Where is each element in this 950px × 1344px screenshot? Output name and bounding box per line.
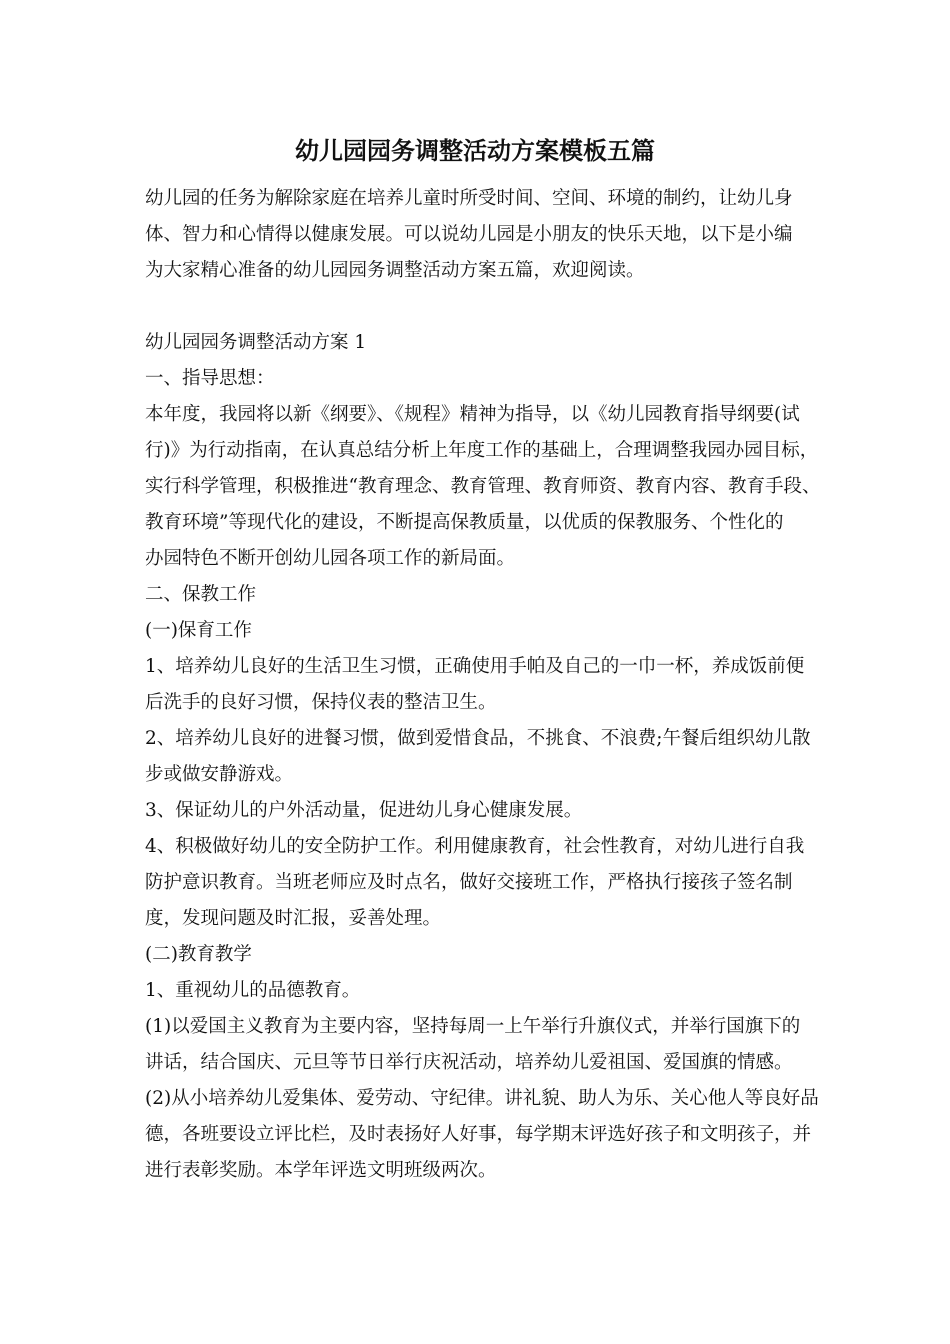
list-item-line: 德，各班要设立评比栏，及时表扬好人好事，每学期末评选好孩子和文明孩子，并 <box>145 1124 812 1145</box>
list-item-line: 3、保证幼儿的户外活动量，促进幼儿身心健康发展。 <box>145 800 583 821</box>
list-item-line: 4、积极做好幼儿的安全防护工作。利用健康教育，社会性教育，对幼儿进行自我 <box>145 836 805 857</box>
paragraph-line: 本年度，我园将以新《纲要》、《规程》精神为指导，以《幼儿园教育指导纲要(试 <box>145 404 800 425</box>
subheading-teaching: (二)教育教学 <box>145 944 252 965</box>
paragraph-line: 行)》为行动指南，在认真总结分析上年度工作的基础上，合理调整我园办园目标， <box>145 440 819 461</box>
subheading-care-education: 二、保教工作 <box>145 584 257 605</box>
list-item-line: 后洗手的良好习惯，保持仪表的整洁卫生。 <box>145 692 497 713</box>
list-item-line: 1、培养幼儿良好的生活卫生习惯，正确使用手帕及自己的一巾一杯，养成饭前便 <box>145 656 805 677</box>
paragraph-line: 实行科学管理，积极推进“教育理念、教育管理、教育师资、教育内容、教育手段、 <box>145 476 821 497</box>
section-heading: 幼儿园园务调整活动方案 1 <box>145 332 367 353</box>
subheading-guiding-thought: 一、指导思想： <box>145 368 275 389</box>
paragraph-line: 办园特色不断开创幼儿园各项工作的新局面。 <box>145 548 516 569</box>
paragraph-line: 教育环境”等现代化的建设，不断提高保教质量，以优质的保教服务、个性化的 <box>145 512 784 533</box>
list-item-line: 讲话，结合国庆、元旦等节日举行庆祝活动，培养幼儿爱祖国、爱国旗的情感。 <box>145 1052 793 1073</box>
intro-line-2: 体、智力和心情得以健康发展。可以说幼儿园是小朋友的快乐天地，以下是小编 <box>145 224 793 245</box>
list-item-line: (1)以爱国主义教育为主要内容，坚持每周一上午举行升旗仪式，并举行国旗下的 <box>145 1016 801 1037</box>
list-item-line: (2)从小培养幼儿爱集体、爱劳动、守纪律。讲礼貌、助人为乐、关心他人等良好品 <box>145 1088 819 1109</box>
list-item-line: 2、培养幼儿良好的进餐习惯，做到爱惜食品，不挑食、不浪费;午餐后组织幼儿散 <box>145 728 811 749</box>
list-item-line: 度，发现问题及时汇报，妥善处理。 <box>145 908 442 929</box>
list-item-line: 进行表彰奖励。本学年评选文明班级两次。 <box>145 1160 497 1181</box>
list-item-line: 防护意识教育。当班老师应及时点名，做好交接班工作，严格执行接孩子签名制 <box>145 872 793 893</box>
intro-line-1: 幼儿园的任务为解除家庭在培养儿童时所受时间、空间、环境的制约，让幼儿身 <box>145 188 793 209</box>
intro-line-3: 为大家精心准备的幼儿园园务调整活动方案五篇，欢迎阅读。 <box>145 260 645 281</box>
list-item-line: 1、重视幼儿的品德教育。 <box>145 980 361 1001</box>
subheading-care-work: (一)保育工作 <box>145 620 252 641</box>
list-item-line: 步或做安静游戏。 <box>145 764 294 785</box>
page-title: 幼儿园园务调整活动方案模板五篇 <box>295 137 655 165</box>
